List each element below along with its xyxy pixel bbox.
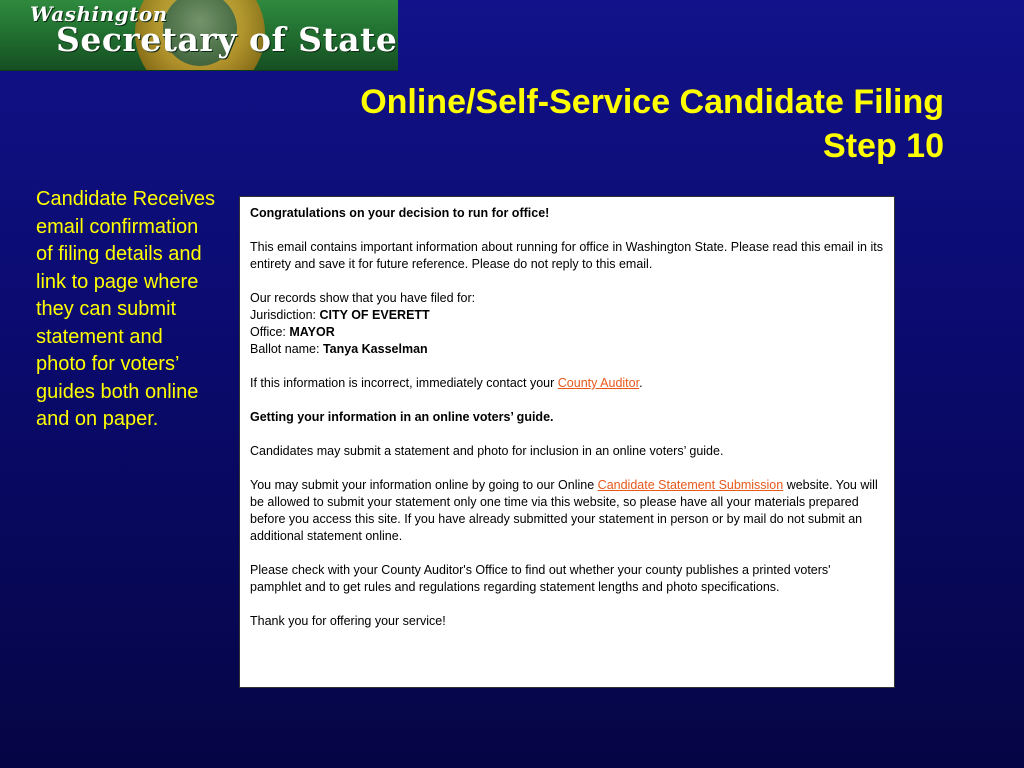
- secretary-of-state-logo: [0, 0, 398, 71]
- title-line-2: Step 10: [823, 127, 944, 165]
- submit-pre: You may submit your information online by going to our Online: [250, 478, 595, 492]
- jurisdiction-label: Jurisdiction:: [250, 308, 316, 322]
- jurisdiction-row: [250, 307, 884, 324]
- step-description: Candidate Receives email confirmation of filing details and link to page where they can submit statement and photo for voters’ guides both online and on paper.: [36, 188, 215, 430]
- office-value: MAYOR: [289, 325, 335, 339]
- email-intro: This email contains important information about running for office in Washington State. Please read this email in its entirety and save it for future reference. Please do not reply to this email.: [250, 240, 883, 271]
- submit-info-text: [250, 477, 884, 545]
- candidate-statement-submission-link[interactable]: Candidate Statement Submission: [597, 478, 784, 492]
- jurisdiction-value: CITY OF EVERETT: [319, 308, 430, 322]
- logo-script-text: Washington: [30, 2, 168, 26]
- office-label: Office:: [250, 325, 286, 339]
- records-lead: Our records show that you have filed for:: [250, 291, 476, 305]
- voters-guide-heading: Getting your information in an online voters’ guide.: [250, 410, 554, 424]
- email-greeting: Congratulations on your decision to run for office!: [250, 206, 550, 220]
- page-title: [360, 80, 944, 168]
- incorrect-info-text: [250, 375, 884, 392]
- confirmation-email: [239, 196, 895, 688]
- submit-post: website. You will be allowed to submit your statement only one time via this website, so please have all your materials prepared before you access this site. If you have already submitted your statement in person or by mail do not submit an additional statement online.: [250, 478, 878, 543]
- incorrect-post: .: [639, 376, 643, 390]
- ballot-value: Tanya Kasselman: [322, 342, 428, 356]
- ballot-label: Ballot name:: [250, 342, 320, 356]
- voters-guide-text: Candidates may submit a statement and photo for inclusion in an online voters’ guide.: [250, 444, 724, 458]
- office-row: [250, 324, 884, 341]
- logo-main-text: Secretary of State: [56, 20, 398, 59]
- title-line-1: Online/Self-Service Candidate Filing: [360, 83, 944, 121]
- incorrect-pre: If this information is incorrect, immediately contact your: [250, 376, 555, 390]
- check-auditor-text: Please check with your County Auditor's Office to find out whether your county publishes a printed voters' pamphlet and to get rules and regulations regarding statement lengths and photo specifications.: [250, 563, 831, 594]
- county-auditor-link[interactable]: County Auditor: [557, 376, 640, 390]
- thank-you-text: Thank you for offering your service!: [250, 614, 446, 628]
- ballot-row: [250, 341, 884, 358]
